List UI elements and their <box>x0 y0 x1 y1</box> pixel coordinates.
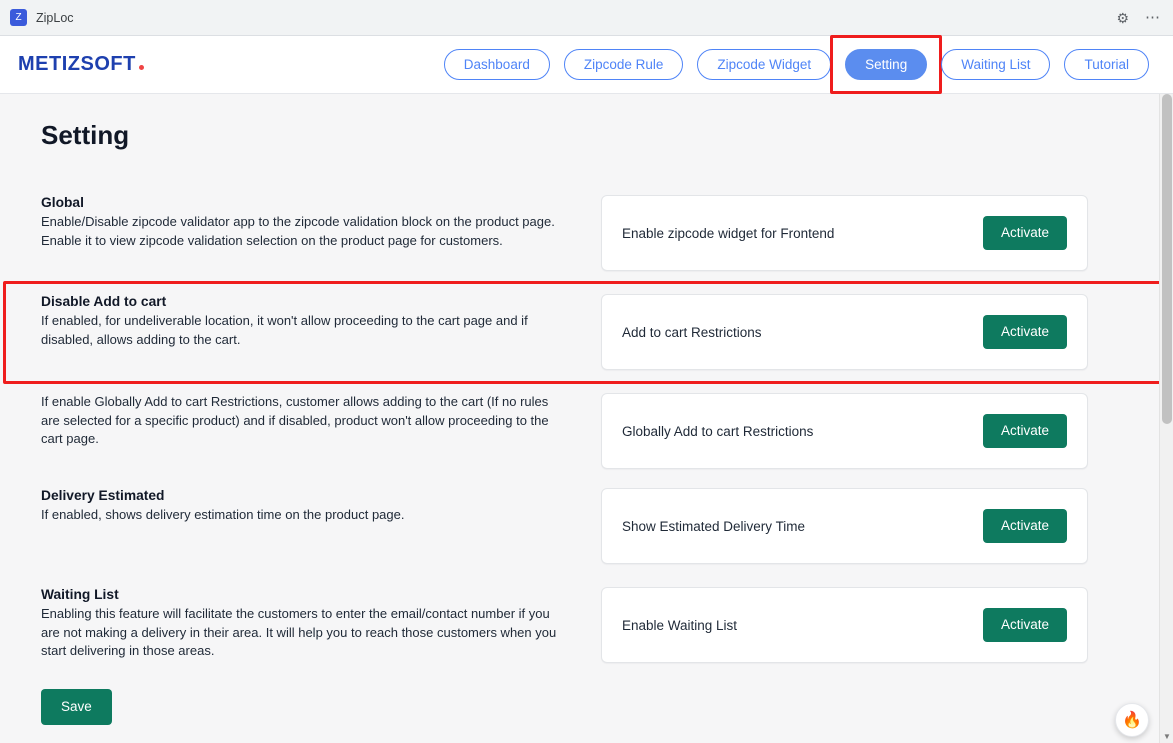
nav-item-zipcode-widget-wrap <box>697 49 831 81</box>
setting-card-delivery-estimated <box>601 488 1088 564</box>
activate-button-delivery-estimated[interactable]: Activate <box>983 509 1067 543</box>
setting-description-waiting-list: Enabling this feature will facilitate the customers to enter the email/contact number if you are not making a delivery in their area. It will help you to reach those customers when you start delivering in those areas. <box>41 606 557 658</box>
nav-item-tutorial-wrap <box>1064 49 1149 81</box>
setting-description-global: Enable/Disable zipcode validator app to the zipcode validation block on the product page. Enable it to view zipcode validation selection on the product page for customers. <box>41 214 555 248</box>
setting-heading-global: Global <box>41 195 84 210</box>
setting-heading-disable-add-to-cart: Disable Add to cart <box>41 294 167 309</box>
activate-button-waiting-list[interactable]: Activate <box>983 608 1067 642</box>
setting-row-delivery-estimated-text <box>41 488 601 525</box>
setting-row-global <box>41 195 1143 271</box>
app-header <box>0 36 1173 94</box>
setting-row-globally-add-to-cart-text <box>41 393 601 449</box>
settings-rows <box>41 195 1143 663</box>
setting-row-delivery-estimated <box>41 488 1143 564</box>
browser-toolbar-actions <box>1116 0 1161 35</box>
activate-button-globally-add-to-cart[interactable]: Activate <box>983 414 1067 448</box>
extension-puzzle-icon[interactable]: ⚙ <box>1116 9 1129 26</box>
nav-item-waiting-list-wrap <box>941 49 1050 81</box>
setting-card-label-globally-add-to-cart: Globally Add to cart Restrictions <box>622 423 814 439</box>
brand-dot-icon <box>139 65 144 70</box>
setting-card-global <box>601 195 1088 271</box>
setting-card-add-to-cart-restrictions <box>601 294 1088 370</box>
primary-nav <box>444 49 1149 81</box>
setting-heading-delivery-estimated: Delivery Estimated <box>41 488 165 503</box>
brand-text: METIZSOFT <box>18 53 136 75</box>
nav-zipcode-widget[interactable]: Zipcode Widget <box>697 49 831 81</box>
setting-card-waiting-list <box>601 587 1088 663</box>
nav-zipcode-rule[interactable]: Zipcode Rule <box>564 49 684 81</box>
setting-card-globally-add-to-cart <box>601 393 1088 469</box>
setting-description-delivery-estimated: If enabled, shows delivery estimation time on the product page. <box>41 507 405 522</box>
setting-row-global-text <box>41 195 601 250</box>
setting-card-label-global: Enable zipcode widget for Frontend <box>622 225 835 241</box>
activate-button-global[interactable]: Activate <box>983 216 1067 250</box>
setting-row-waiting-list <box>41 587 1143 663</box>
tab-favicon <box>10 9 27 26</box>
brand-logo <box>18 53 144 76</box>
activate-button-add-to-cart-restrictions[interactable]: Activate <box>983 315 1067 349</box>
flame-icon[interactable]: 🔥 <box>1115 703 1149 737</box>
favicon-letter: Z <box>15 11 22 23</box>
setting-row-globally-add-to-cart <box>41 393 1143 469</box>
browser-tab-bar <box>0 0 1173 36</box>
nav-setting[interactable]: Setting <box>845 49 927 81</box>
nav-tutorial[interactable]: Tutorial <box>1064 49 1149 81</box>
scroll-down-arrow-icon[interactable]: ▼ <box>1163 731 1171 741</box>
setting-heading-waiting-list: Waiting List <box>41 587 119 602</box>
browser-menu-icon[interactable]: ⋯ <box>1145 9 1161 26</box>
setting-row-disable-add-to-cart-text <box>41 294 601 349</box>
nav-waiting-list[interactable]: Waiting List <box>941 49 1050 81</box>
browser-tab-title[interactable]: ZipLoc <box>36 10 74 25</box>
page-title: Setting <box>41 120 130 150</box>
nav-item-zipcode-rule-wrap <box>564 49 684 81</box>
setting-row-disable-add-to-cart <box>41 294 1143 370</box>
setting-card-label-add-to-cart-restrictions: Add to cart Restrictions <box>622 324 762 340</box>
setting-description-globally-add-to-cart: If enable Globally Add to cart Restrictions, customer allows adding to the cart (If no rules are selected for a specific product) and if disabled, product won't allow proceeding to the cart page. <box>41 394 549 446</box>
setting-row-waiting-list-text <box>41 587 601 661</box>
settings-page <box>0 94 1173 743</box>
setting-card-label-delivery-estimated: Show Estimated Delivery Time <box>622 518 806 534</box>
nav-dashboard[interactable]: Dashboard <box>444 49 550 81</box>
setting-card-label-waiting-list: Enable Waiting List <box>622 617 738 633</box>
page-scrollbar[interactable] <box>1159 94 1173 743</box>
setting-description-disable-add-to-cart: If enabled, for undeliverable location, it won't allow proceeding to the cart page and if disabled, allows adding to the cart. <box>41 313 528 347</box>
scrollbar-thumb[interactable] <box>1162 94 1172 424</box>
settings-content <box>0 94 1173 725</box>
save-button[interactable]: Save <box>41 689 112 725</box>
nav-item-setting-wrap <box>845 49 927 81</box>
nav-item-dashboard-wrap <box>444 49 550 81</box>
